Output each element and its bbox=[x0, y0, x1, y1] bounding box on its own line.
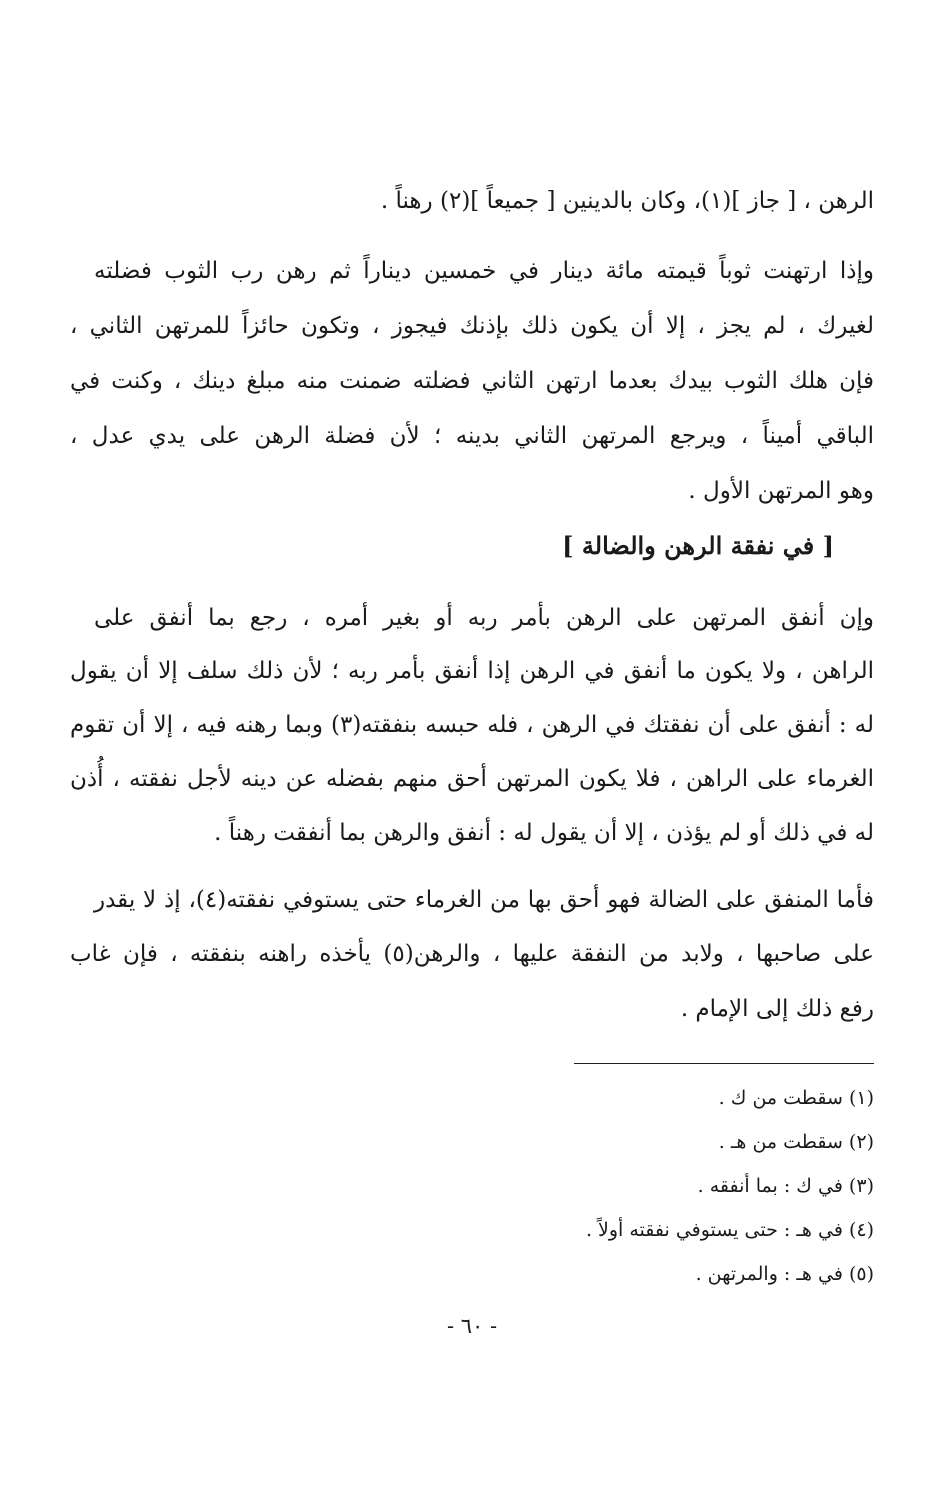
section-heading: [ في نفقة الرهن والضالة ] bbox=[562, 531, 834, 560]
text-line: له في ذلك أو لم يؤذن ، إلا أن يقول له : أنفق والرهن بما أنفقت رهناً . bbox=[214, 820, 874, 846]
text-line: على صاحبها ، ولابد من النفقة عليها ، والرهن(٥) يأخذه راهنه بنفقته ، فإن غاب bbox=[70, 941, 874, 967]
text-line: وإذا ارتهنت ثوباً قيمته مائة دينار في خمسين ديناراً ثم رهن رب الثوب فضلته bbox=[94, 258, 874, 284]
footnote-separator bbox=[574, 1063, 874, 1064]
footnote: (٤) في هـ : حتى يستوفي نفقته أولاً . bbox=[585, 1219, 874, 1241]
footnote: (٣) في ك : بما أنفقه . bbox=[697, 1175, 874, 1197]
text-line: فأما المنفق على الضالة فهو أحق بها من الغرماء حتى يستوفي نفقته(٤)، إذ لا يقدر bbox=[94, 887, 874, 913]
text-line: رفع ذلك إلى الإمام . bbox=[680, 996, 874, 1022]
footnote: (١) سقطت من ك . bbox=[718, 1087, 874, 1109]
page-number: - ٦٠ - bbox=[446, 1314, 498, 1338]
text-line: الغرماء على الراهن ، فلا يكون المرتهن أحق منهم بفضله عن دينه لأجل نفقته ، أُذن bbox=[70, 766, 874, 792]
text-line: الرهن ، [ جاز ](١)، وكان بالدينين [ جميعاً ](٢) رهناً . bbox=[380, 188, 874, 214]
text-line: الباقي أميناً ، ويرجع المرتهن الثاني بدينه ؛ لأن فضلة الرهن على يدي عدل ، bbox=[70, 423, 874, 449]
footnote: (٢) سقطت من هـ . bbox=[718, 1131, 874, 1153]
text-line: فإن هلك الثوب بيدك بعدما ارتهن الثاني فضلته ضمنت منه مبلغ دينك ، وكنت في bbox=[70, 368, 874, 394]
text-line: لغيرك ، لم يجز ، إلا أن يكون ذلك بإذنك فيجوز ، وتكون حائزاً للمرتهن الثاني ، bbox=[70, 313, 874, 339]
text-line: وإن أنفق المرتهن على الرهن بأمر ربه أو بغير أمره ، رجع بما أنفق على bbox=[94, 605, 874, 631]
text-line: وهو المرتهن الأول . bbox=[688, 478, 874, 504]
text-line: له : أنفق على أن نفقتك في الرهن ، فله حبسه بنفقته(٣) وبما رهنه فيه ، إلا أن تقوم bbox=[70, 712, 874, 738]
footnote: (٥) في هـ : والمرتهن . bbox=[695, 1263, 874, 1285]
text-line: الراهن ، ولا يكون ما أنفق في الرهن إذا أنفق بأمر ربه ؛ لأن ذلك سلف إلا أن يقول bbox=[70, 658, 874, 684]
book-page bbox=[70, 0, 874, 1498]
